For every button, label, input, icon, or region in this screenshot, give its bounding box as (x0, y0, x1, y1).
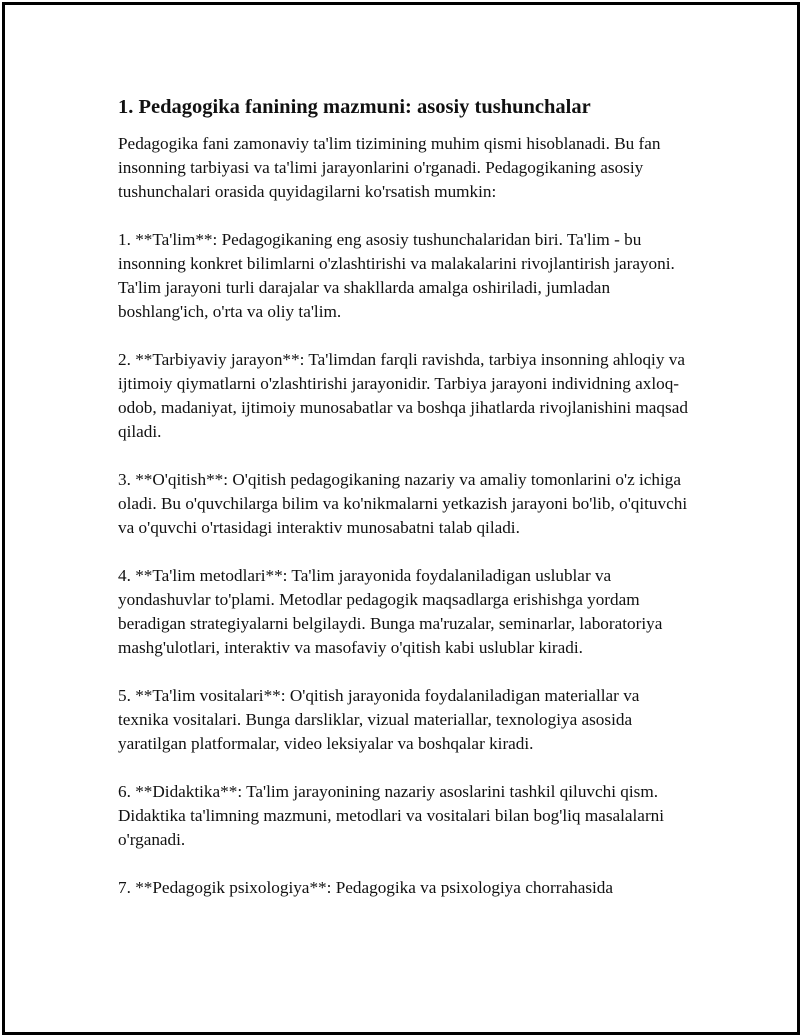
list-item-talim-vositalari: 5. **Ta'lim vositalari**: O'qitish jarayonida foydalaniladigan materiallar va texnika vositalari. Bunga darsliklar, vizual materiallar, texnologiya asosida yaratilgan platformalar, video leksiyalar va boshqalar kiradi. (118, 686, 640, 753)
document-body (118, 94, 688, 900)
list-item-pedagogik-psixologiya: 7. **Pedagogik psixologiya**: Pedagogika va psixologiya chorrahasida (118, 878, 614, 897)
list-item-talim-metodlari: 4. **Ta'lim metodlari**: Ta'lim jarayonida foydalaniladigan uslublar va yondashuvlar to'plami. Metodlar pedagogik maqsadlarga erishishga yordam beradigan strategiyalarni belgilaydi. Bunga ma'ruzalar, seminarlar, laboratoriya mashg'ulotlari, interaktiv va masofaviy o'qitish kabi uslublar kiradi. (118, 566, 663, 657)
list-item-talim: 1. **Ta'lim**: Pedagogikaning eng asosiy tushunchalaridan biri. Ta'lim - bu insonning konkret bilimlarni o'zlashtirishi va malakalarini rivojlantirish jarayoni. Ta'lim jarayoni turli darajalar va shakllarda amalga oshiriladi, jumladan boshlang'ich, o'rta va oliy ta'lim. (118, 230, 675, 321)
list-item-oqitish: 3. **O'qitish**: O'qitish pedagogikaning nazariy va amaliy tomonlarini o'z ichiga oladi. Bu o'quvchilarga bilim va ko'nikmalarni yetkazish jarayoni bo'lib, o'qituvchi va o'quvchi o'rtasidagi interaktiv munosabatni talab qiladi. (118, 470, 688, 537)
list-item-didaktika: 6. **Didaktika**: Ta'lim jarayonining nazariy asoslarini tashkil qiluvchi qism. Didaktika ta'limning mazmuni, metodlari va vositalari bilan bog'liq masalalarni o'rganadi. (118, 782, 665, 849)
intro-paragraph: Pedagogika fani zamonaviy ta'lim tizimining muhim qismi hisoblanadi. Bu fan insonning tarbiyasi va ta'limi jarayonlarini o'rganadi. Pedagogikaning asosiy tushunchalari orasida quyidagilarni ko'rsatish mumkin: (118, 134, 661, 201)
list-item-tarbiyaviy-jarayon: 2. **Tarbiyaviy jarayon**: Ta'limdan farqli ravishda, tarbiya insonning ahloqiy va ijtimoiy qiymatlarni o'zlashtirishi jarayonidir. Tarbiya jarayoni individning axloq-odob, madaniyat, ijtimoiy munosabatlar va boshqa jihatlarda rivojlanishini maqsad qiladi. (118, 350, 688, 441)
section-heading: 1. Pedagogika fanining mazmuni: asosiy tushunchalar (118, 96, 591, 118)
